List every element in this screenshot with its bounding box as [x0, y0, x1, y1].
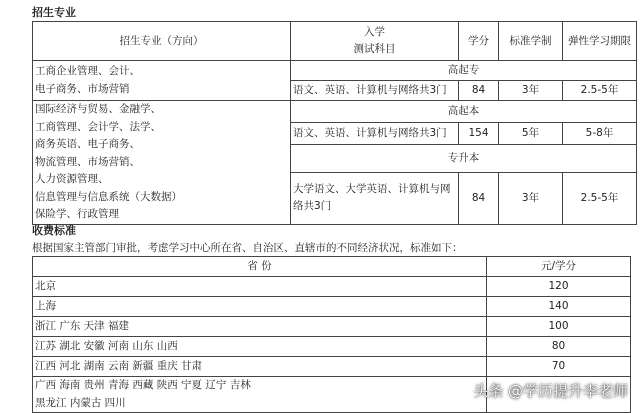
header-exam-subjects: 入学 测试科目	[291, 22, 459, 61]
fee-row-value: 120	[487, 277, 631, 297]
fee-row-region: 北京	[33, 277, 487, 297]
watermark: 头条 @学历提升李老师	[473, 382, 628, 400]
level-label-gqz: 高起专	[291, 61, 637, 81]
subjects-zsb: 大学语文、大学英语、计算机与网 络共3门	[291, 173, 459, 225]
majors-cell-gqz: 工商企业管理、会计、 电子商务、市场营销	[33, 61, 291, 101]
credits-gqb: 154	[459, 123, 499, 145]
flex-years-gqb: 5-8年	[563, 123, 637, 145]
majors-cell-gqb-zsb: 国际经济与贸易、金融学、 工商管理、会计学、法学、 商务英语、电子商务、 物流管理、市场营销、 人力资源管理、 信息管理与信息系统（大数据） 保险学、行政管理	[33, 101, 291, 225]
header-major: 招生专业（方向）	[33, 22, 291, 61]
credits-zsb: 84	[459, 173, 499, 225]
std-years-zsb: 3年	[499, 173, 563, 225]
level-label-gqb: 高起本	[291, 101, 637, 123]
header-std-years: 标准学制	[499, 22, 563, 61]
fee-row-region: 上海	[33, 297, 487, 317]
fee-row-region: 浙江 广东 天津 福建	[33, 317, 487, 337]
subjects-gqb: 语文、英语、计算机与网络共3门	[291, 123, 459, 145]
flex-years-zsb: 2.5-5年	[563, 173, 637, 225]
fee-row-region: 江西 河北 湖南 云南 新疆 重庆 甘肃	[33, 357, 487, 377]
fee-row-value: 70	[487, 357, 631, 377]
std-years-gqz: 3年	[499, 81, 563, 101]
level-label-zsb: 专升本	[291, 145, 637, 173]
flex-years-gqz: 2.5-5年	[563, 81, 637, 101]
header-flex-years: 弹性学习期限	[563, 22, 637, 61]
credits-gqz: 84	[459, 81, 499, 101]
fee-row-value: 140	[487, 297, 631, 317]
std-years-gqb: 5年	[499, 123, 563, 145]
section-title-majors: 招生专业	[32, 6, 76, 19]
fee-row-region: 江苏 湖北 安徽 河南 山东 山西	[33, 337, 487, 357]
fee-row-value: 80	[487, 337, 631, 357]
subjects-gqz: 语文、英语、计算机与网络共3门	[291, 81, 459, 101]
fee-row-value: 100	[487, 317, 631, 337]
header-credits: 学分	[459, 22, 499, 61]
header-fee: 元/学分	[487, 257, 631, 277]
fee-row-region-multiline: 广西 海南 贵州 青海 西藏 陕西 宁夏 辽宁 吉林 黑龙江 内蒙古 四川	[33, 377, 487, 413]
section-title-fees: 收费标准	[32, 224, 76, 237]
majors-table	[32, 21, 637, 225]
fee-note: 根据国家主管部门审批，考虑学习中心所在省、自治区、直辖市的不同经济状况，标准如下：	[32, 242, 463, 254]
header-region: 省 份	[33, 257, 487, 277]
